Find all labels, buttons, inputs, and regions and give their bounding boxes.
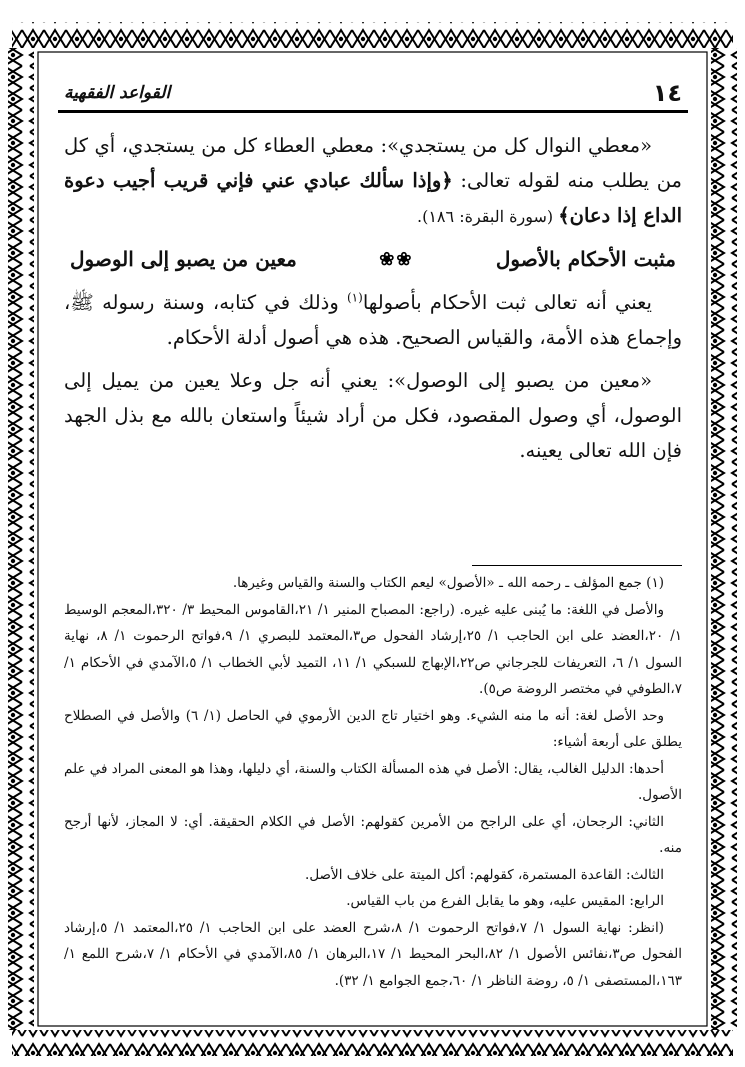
quran-verse: ﴿وإذا سألك عبادي عني فإني قريب أجيب دعوة الداع إذا دعان﴾ — [64, 169, 682, 227]
footnote-item: وحد الأصل لغة: أنه ما منه الشيء. وهو اختيار تاج الدين الأرموي في الحاصل (١/ ٦) والأصل في الصطلاح يطلق على أربعة أشياء: — [64, 707, 682, 750]
paragraph-1-text: «معطي النوال كل من يستجدي»: معطي العطاء كل من يستجدي، أي كل من يطلب منه لقوله تعالى: — [64, 134, 682, 192]
paragraph-3: «معين من يصبو إلى الوصول»: يعني أنه جل وعلا يعين من يميل إلى الوصول، أي وصول المقصود، فكل من أراد شيئاً واستعان بالله مع بذل الجهد فإن الله تعالى يعينه. — [64, 369, 682, 462]
paragraph-1 — [64, 128, 682, 234]
footnote-item: الثالث: القاعدة المستمرة، كقولهم: أكل الميتة على خلاف الأصل. — [305, 866, 664, 883]
header-rule — [58, 110, 688, 113]
footnote-item: الرابع: المقيس عليه، وهو ما يقابل الفرع من باب القياس. — [346, 893, 664, 909]
footnote-item: أحدها: الدليل الغالب، يقال: الأصل في هذه المسألة الكتاب والسنة، أي دليلها، وهذا هو المعنى المراد في علم الأصول. — [63, 760, 682, 803]
paragraph-2-text-b: وذلك في كتابه، وسنة رسوله ﷺ، وإجماع هذه الأمة، والقياس الصحيح. هذه هي أصول أدلة الأحكام. — [64, 291, 682, 349]
footnote-rule — [472, 565, 682, 566]
running-title: القواعد الفقهية — [64, 83, 171, 103]
footnote-item: (١) جمع المؤلف ـ رحمه الله ـ «الأصول» ليعم الكتاب والسنة والقياس وغيرها. — [232, 575, 664, 591]
verse-hemistich-left: معين من يصبو إلى الوصول — [70, 247, 297, 271]
footnote-item: والأصل في اللغة: ما يُبنى عليه غيره. (راجع: المصباح المنير ١/ ٢١،القاموس المحيط ٣/ ٣٢٠،المعجم الوسيط ١/ ٢٠،العضد على ابن الحاجب ١/ ٢٥،إرشاد الفحول ص٣،المعتمد للبصري ١/ ٩،فواتح الرحموت ١/ ٨، نهاية السول ١/ ٦، التعريفات للجرجاني ص٢٢،الإبهاج للسبكي ١/ ١١، التميد لأبي الخطاب ١/ ٥،الآمدي في الأحكام ١/ ٧،الطوفي في مختصر الروضة ص٥). — [64, 601, 683, 697]
footnote-item: الثاني: الرجحان، أي على الراجح من الأمرين كقولهم: الأصل في الكلام الحقيقة. أي: لا المجاز، لأنها أرجح منه. — [64, 813, 682, 856]
main-text — [64, 128, 682, 476]
paragraph-2-text-a: يعني أنه تعالى ثبت الأحكام بأصولها — [362, 291, 652, 314]
footnotes — [64, 570, 682, 994]
paragraph-2 — [64, 285, 682, 355]
verse-reference: (سورة البقرة: ١٨٦). — [417, 207, 559, 226]
footnote-marker: (١) — [346, 290, 363, 305]
flower-ornament-icon: ❀❀ — [379, 249, 414, 270]
page-number: ١٤ — [652, 79, 682, 107]
book-page — [58, 78, 688, 1028]
page-header — [58, 78, 688, 108]
footnote-item: (انظر: نهاية السول ١/ ٧،فواتح الرحموت ١/ ٨،شرح العضد على ابن الحاجب ١/ ٢٥،المعتمد ١/ ٥،إرشاد الفحول ص٣،نفائس الأصول ١/ ٨٢،البحر المحيط ١/ ١٧،البرهان ١/ ٨٥،الآمدي في الأحكام ١/ ٧،شرح اللمع ١/ ١٦٣،المستصفى ١/ ٥، روضة الناظر ١/ ٦٠،جمع الجوامع ١/ ٣٢). — [64, 919, 683, 989]
verse-line — [64, 242, 682, 277]
verse-hemistich-right: مثبت الأحكام بالأصول — [495, 247, 676, 271]
